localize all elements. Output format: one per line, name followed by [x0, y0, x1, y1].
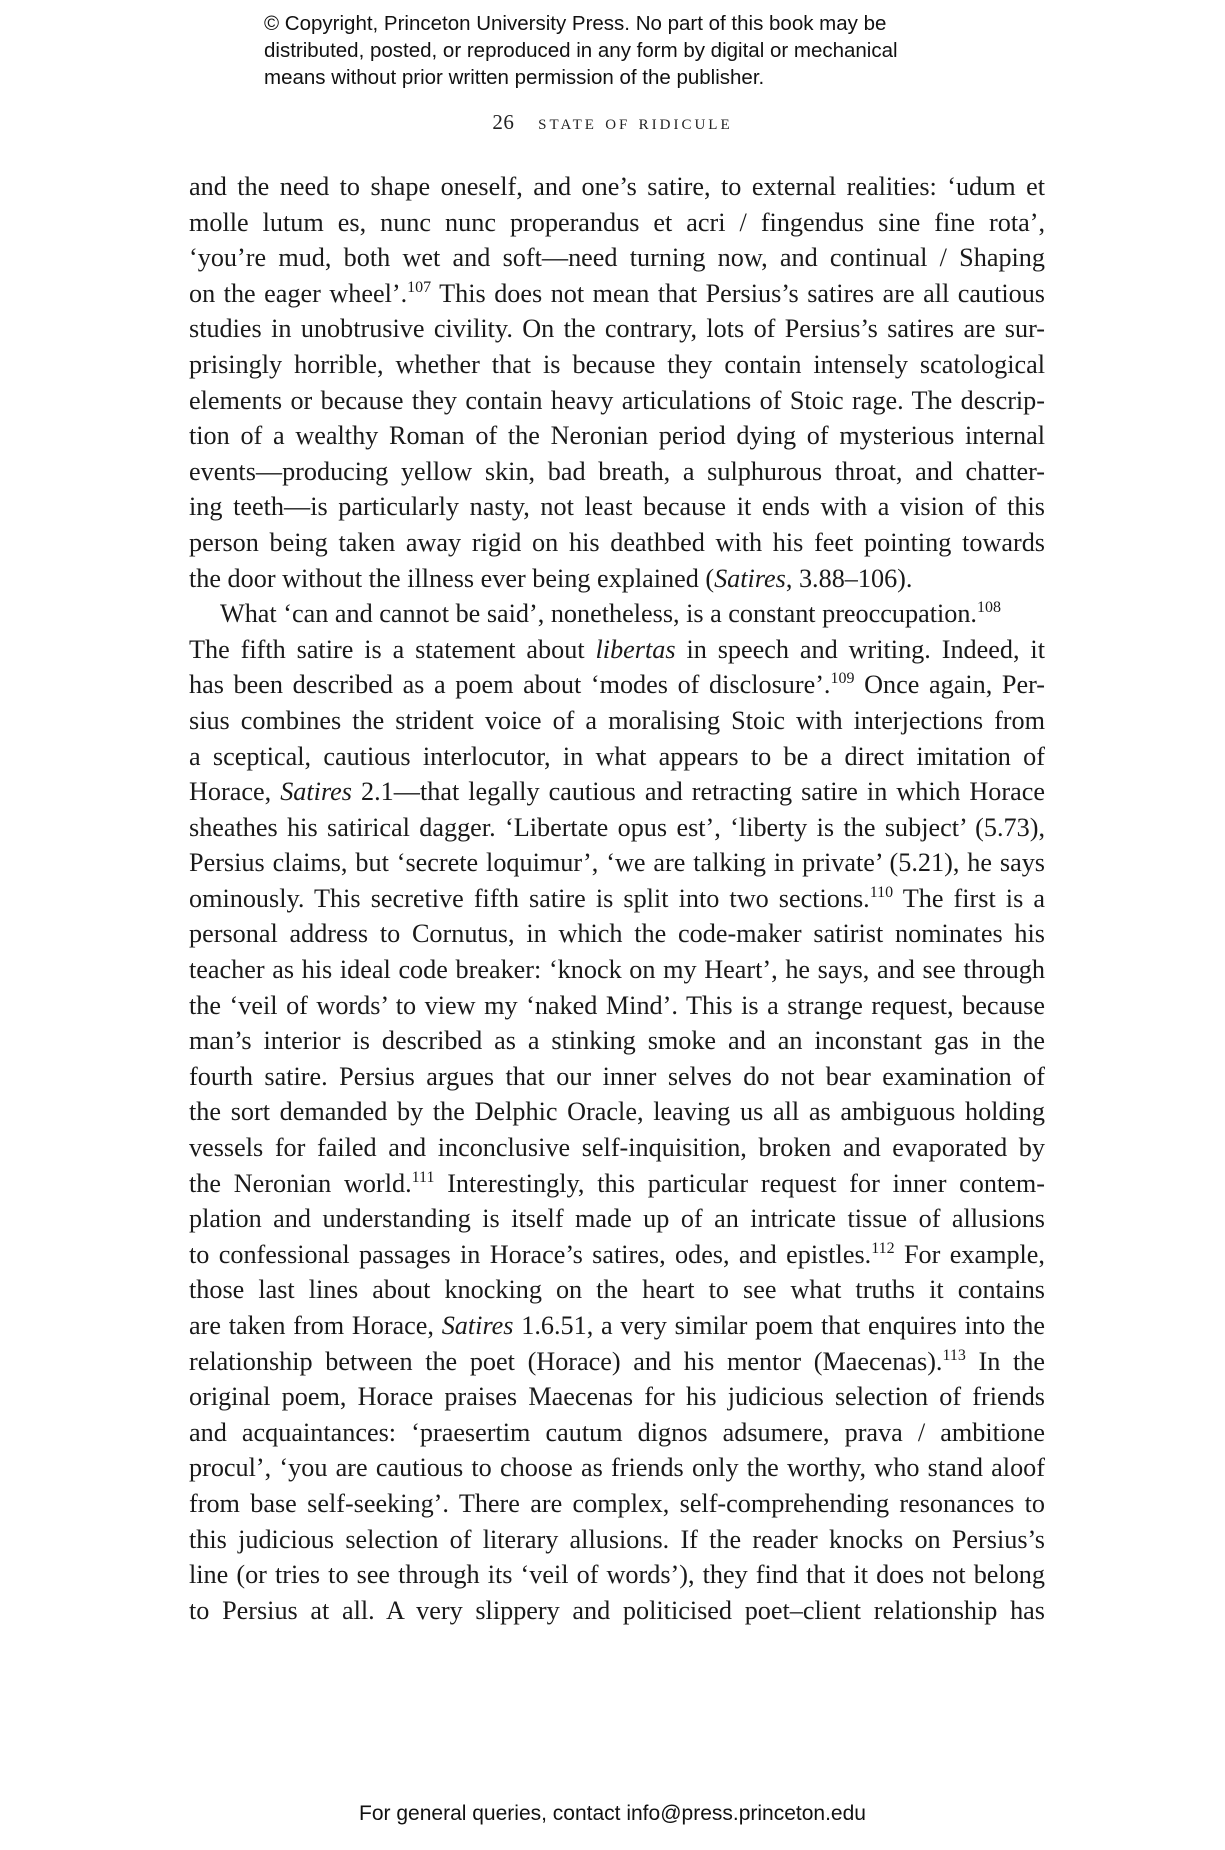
- copyright-notice: [264, 10, 1024, 91]
- footer-contact: For general queries, contact info@press.princeton.edu: [359, 1802, 866, 1825]
- footnote-reference: 108: [976, 599, 1001, 617]
- text-run: has been described as a poem about ‘modes of disclosure’.: [189, 670, 831, 700]
- text-line: [189, 561, 1045, 597]
- text-line: fourth satire. Persius argues that our inner selves do not bear examination of: [189, 1061, 1045, 1091]
- text-line: and the need to shape oneself, and one’s satire, to external realities: ‘udum et: [189, 172, 1045, 201]
- text-run: are taken from Horace,: [189, 1311, 442, 1340]
- text-line: [189, 774, 1045, 810]
- text-run: 1.6.51, a very similar poem that enquires into the: [513, 1311, 1045, 1340]
- text-line: line (or tries to see through its ‘veil of words’), they find that it does not belong: [189, 1560, 1045, 1590]
- text-line: ‘you’re mud, both wet and soft—need turning now, and continual / Shaping: [189, 243, 1045, 273]
- footnote-reference: 113: [942, 1346, 966, 1364]
- text-line: a sceptical, cautious interlocutor, in what appears to be a direct imitation of: [189, 741, 1045, 771]
- text-line: sius combines the strident voice of a moralising Stoic with interjections from: [189, 705, 1045, 735]
- text-run: The first is a: [893, 883, 1045, 913]
- italic-title: Satires: [280, 777, 352, 807]
- text-line: [189, 1237, 1045, 1273]
- italic-title: Satires: [441, 1311, 514, 1340]
- text-line: events—producing yellow skin, bad breath, a sulphurous throat, and chatter-: [189, 456, 1045, 486]
- text-line: tion of a wealthy Roman of the Neronian period dying of mysterious internal: [189, 421, 1045, 451]
- text-line: the sort demanded by the Delphic Oracle, leaving us all as ambiguous holding: [189, 1097, 1045, 1127]
- text-line: [189, 1344, 1045, 1380]
- copyright-line: means without prior written permission of the publisher.: [264, 66, 765, 89]
- footnote-reference: 109: [830, 670, 855, 688]
- text-run: Horace,: [189, 777, 281, 807]
- text-run: 2.1—that legally cautious and retracting satire in which Horace: [351, 777, 1045, 807]
- text-line: teacher as his ideal code breaker: ‘knock on my Heart’, he says, and see through: [189, 955, 1045, 985]
- footnote-reference: 110: [869, 883, 894, 901]
- text-line: plation and understanding is itself made up of an intricate tissue of allusions: [189, 1204, 1045, 1234]
- text-line: person being taken away rigid on his deathbed with his feet pointing towards: [189, 527, 1045, 557]
- text-line: procul’, ‘you are cautious to choose as friends only the worthy, who stand aloof: [189, 1453, 1045, 1483]
- text-line: vessels for failed and inconclusive self-inquisition, broken and evaporated by: [189, 1133, 1045, 1163]
- text-line: this judicious selection of literary allusions. If the reader knocks on Persius’s: [189, 1524, 1045, 1554]
- text-run: What ‘can and cannot be said’, nonetheless, is a constant preoccupation.: [220, 599, 977, 629]
- footnote-reference: 112: [871, 1239, 895, 1257]
- footnote-reference: 111: [411, 1168, 435, 1186]
- running-title: state of ridicule: [538, 110, 733, 134]
- text-line: and acquaintances: ‘praesertim cautum dignos adsumere, prava / ambitione: [189, 1417, 1045, 1447]
- text-run: , 3.88–106).: [785, 563, 913, 593]
- text-run: on the eager wheel’.: [189, 278, 408, 308]
- text-line: personal address to Cornutus, in which the code-maker satirist nominates his: [189, 919, 1045, 949]
- text-line: molle lutum es, nunc nunc properandus et acri / fingendus sine fine rota’,: [189, 207, 1045, 237]
- text-line: [189, 596, 1045, 632]
- text-line: ing teeth—is particularly nasty, not least because it ends with a vision of this: [189, 492, 1045, 522]
- text-line: the ‘veil of words’ to view my ‘naked Mind’. This is a strange request, because: [189, 990, 1045, 1020]
- text-run: to confessional passages in Horace’s satires, odes, and epistles.: [189, 1239, 872, 1269]
- text-run: relationship between the poet (Horace) and his mentor (Maecenas).: [189, 1346, 943, 1376]
- text-line: [189, 276, 1045, 312]
- text-line: elements or because they contain heavy articulations of Stoic rage. The descrip-: [189, 385, 1045, 415]
- text-run: in speech and writing. Indeed, it: [675, 634, 1045, 664]
- text-line: [189, 1166, 1045, 1202]
- text-run: In the: [965, 1346, 1045, 1376]
- italic-title: libertas: [595, 634, 676, 664]
- text-line: [189, 1308, 1045, 1344]
- text-line: [189, 667, 1045, 703]
- text-line: Persius claims, but ‘secrete loquimur’, ‘we are talking in private’ (5.21), he says: [189, 848, 1045, 878]
- copyright-line: distributed, posted, or reproduced in any form by digital or mechanical: [264, 39, 898, 62]
- text-line: those last lines about knocking on the heart to see what truths it contains: [189, 1275, 1045, 1305]
- text-line: studies in unobtrusive civility. On the contrary, lots of Persius’s satires are sur-: [189, 314, 1045, 344]
- text-run: This does not mean that Persius’s satires are all cautious: [431, 278, 1045, 308]
- text-line: prisingly horrible, whether that is because they contain intensely scatological: [189, 349, 1045, 379]
- text-run: Interestingly, this particular request for inner contem-: [434, 1168, 1045, 1198]
- text-line: man’s interior is described as a stinking smoke and an inconstant gas in the: [189, 1026, 1045, 1056]
- text-run: For example,: [894, 1239, 1045, 1269]
- text-run: the door without the illness ever being explained (: [189, 563, 715, 593]
- text-run: ominously. This secretive fifth satire is split into two sections.: [189, 883, 870, 913]
- page-number: 26: [492, 110, 515, 134]
- text-line: to Persius at all. A very slippery and politicised poet–client relationship has: [189, 1595, 1045, 1625]
- body-text: [189, 169, 1045, 1628]
- text-run: Once again, Per-: [854, 670, 1045, 700]
- text-run: the Neronian world.: [189, 1168, 412, 1198]
- running-head: [0, 110, 1225, 135]
- copyright-line: © Copyright, Princeton University Press. No part of this book may be: [264, 12, 887, 35]
- italic-title: Satires: [714, 563, 786, 593]
- text-run: The fifth satire is a statement about: [189, 634, 596, 664]
- text-line: [189, 881, 1045, 917]
- text-line: [189, 632, 1045, 668]
- text-line: from base self-seeking’. There are complex, self-comprehending resonances to: [189, 1488, 1045, 1518]
- footnote-reference: 107: [407, 278, 432, 296]
- text-line: original poem, Horace praises Maecenas for his judicious selection of friends: [189, 1382, 1045, 1412]
- text-line: sheathes his satirical dagger. ‘Libertate opus est’, ‘liberty is the subject’ (5.73),: [189, 812, 1045, 842]
